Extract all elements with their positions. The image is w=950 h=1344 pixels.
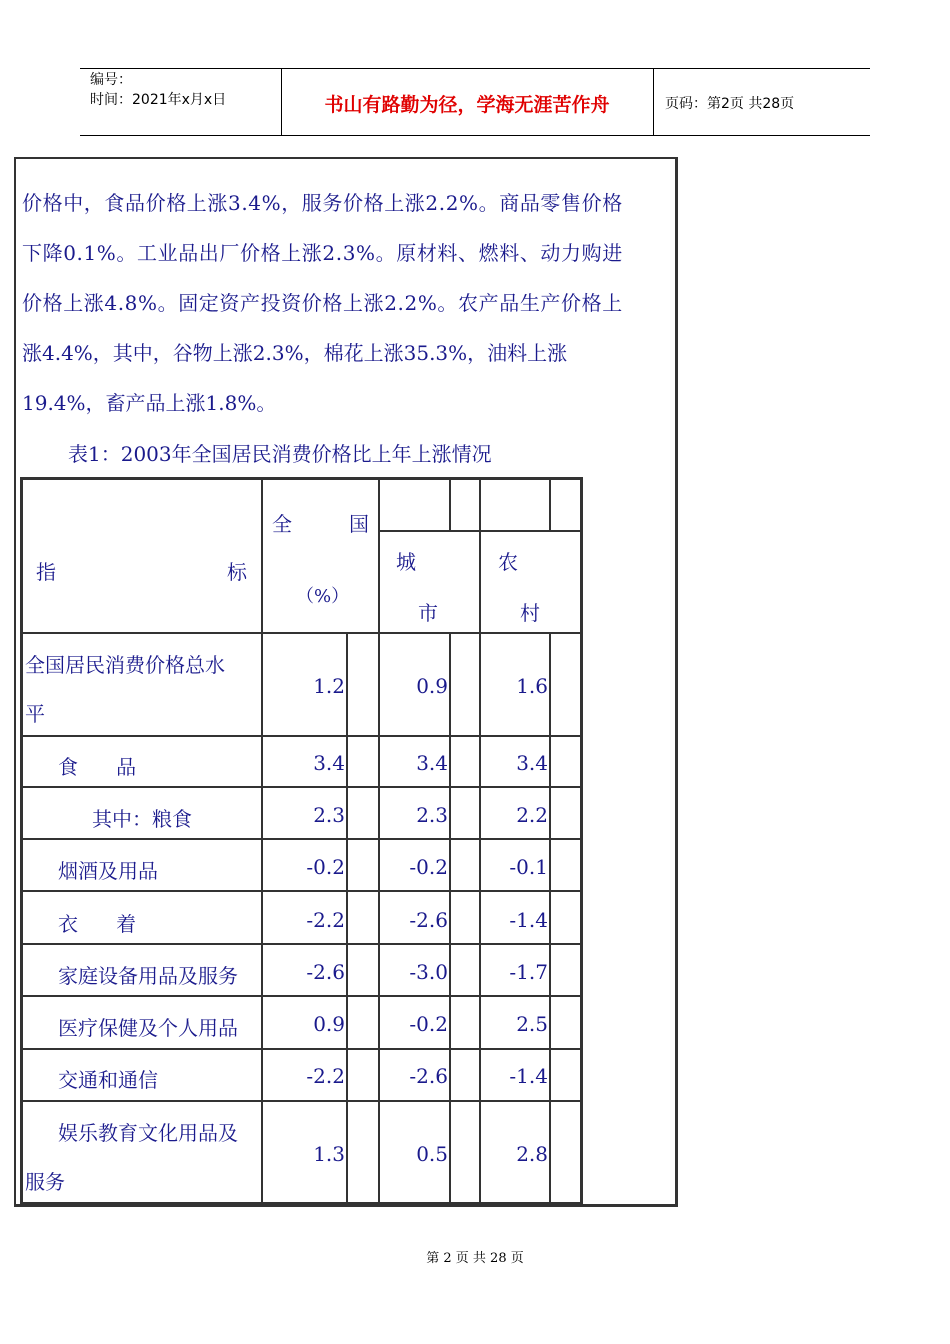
paragraph-line: 价格上涨4.8%。固定资产投资价格上涨2.2%。农产品生产价格上 xyxy=(22,291,623,315)
value-national: 0.9 xyxy=(313,1012,345,1036)
value-rural: 1.6 xyxy=(516,674,548,698)
header-top-rule xyxy=(80,68,870,69)
value-rural: -1.4 xyxy=(509,908,548,932)
row-label: 家庭设备用品及服务 xyxy=(58,964,238,988)
paragraph-line: 下降0.1%。工业品出厂价格上涨2.3%。原材料、燃料、动力购进 xyxy=(22,241,623,265)
value-urban: -3.0 xyxy=(409,960,448,984)
body-paragraph xyxy=(22,178,662,428)
value-urban: 0.9 xyxy=(416,674,448,698)
row-label: 服务 xyxy=(25,1170,65,1194)
header-percent: （%） xyxy=(296,586,350,607)
header-urban: 市 xyxy=(418,601,438,625)
header-page-info: 页码：第2页 共28页 xyxy=(665,96,795,112)
row-label: 全国居民消费价格总水 xyxy=(25,653,225,677)
value-rural: 3.4 xyxy=(516,751,548,775)
value-urban: -2.6 xyxy=(409,1064,448,1088)
header-rural: 农 xyxy=(498,550,518,574)
value-rural: -0.1 xyxy=(509,855,548,879)
row-label: 烟酒及用品 xyxy=(58,859,158,883)
value-rural: -1.4 xyxy=(509,1064,548,1088)
value-rural: 2.5 xyxy=(516,1012,548,1036)
header-bottom-rule xyxy=(80,135,870,136)
value-national: -0.2 xyxy=(306,855,345,879)
header-indicator: 指 xyxy=(36,560,56,584)
value-national: 1.3 xyxy=(313,1142,345,1166)
header-motto: 书山有路勤为径，学海无涯苦作舟 xyxy=(324,94,610,116)
header-indicator: 标 xyxy=(227,560,247,584)
value-national: -2.2 xyxy=(306,908,345,932)
value-rural: -1.7 xyxy=(509,960,548,984)
value-national: 2.3 xyxy=(313,803,345,827)
value-rural: 2.8 xyxy=(516,1142,548,1166)
value-urban: 0.5 xyxy=(416,1142,448,1166)
row-label: 娱乐教育文化用品及 xyxy=(58,1121,238,1145)
header-rural: 村 xyxy=(520,601,540,625)
value-national: -2.6 xyxy=(306,960,345,984)
header-national: 国 xyxy=(349,512,369,536)
row-label: 医疗保健及个人用品 xyxy=(58,1016,238,1040)
value-urban: -0.2 xyxy=(409,1012,448,1036)
row-label: 其中：粮食 xyxy=(92,807,192,831)
value-urban: 3.4 xyxy=(416,751,448,775)
value-national: 1.2 xyxy=(313,674,345,698)
header-meta xyxy=(90,70,226,110)
row-label: 食 品 xyxy=(58,755,137,779)
row-label: 衣 着 xyxy=(58,912,137,936)
paragraph-line: 涨4.4%，其中，谷物上涨2.3%，棉花上涨35.3%，油料上涨 xyxy=(22,341,568,365)
row-label: 交通和通信 xyxy=(58,1068,158,1092)
table-caption: 表1：2003年全国居民消费价格比上年上涨情况 xyxy=(68,442,492,466)
paragraph-line: 19.4%，畜产品上涨1.8%。 xyxy=(22,391,277,415)
header-divider xyxy=(653,68,654,135)
document-date: 时间：2021年x月x日 xyxy=(90,92,227,108)
value-rural: 2.2 xyxy=(516,803,548,827)
value-urban: -2.6 xyxy=(409,908,448,932)
document-number-label: 编号： xyxy=(90,72,132,88)
header-urban: 城 xyxy=(396,550,416,574)
value-national: 3.4 xyxy=(313,751,345,775)
page-footer: 第 2 页 共 28 页 xyxy=(426,1251,524,1266)
header-national: 全 xyxy=(272,512,292,536)
value-urban: 2.3 xyxy=(416,803,448,827)
paragraph-line: 价格中，食品价格上涨3.4%，服务价格上涨2.2%。商品零售价格 xyxy=(22,191,623,215)
row-label: 平 xyxy=(25,702,45,726)
value-urban: -0.2 xyxy=(409,855,448,879)
value-national: -2.2 xyxy=(306,1064,345,1088)
